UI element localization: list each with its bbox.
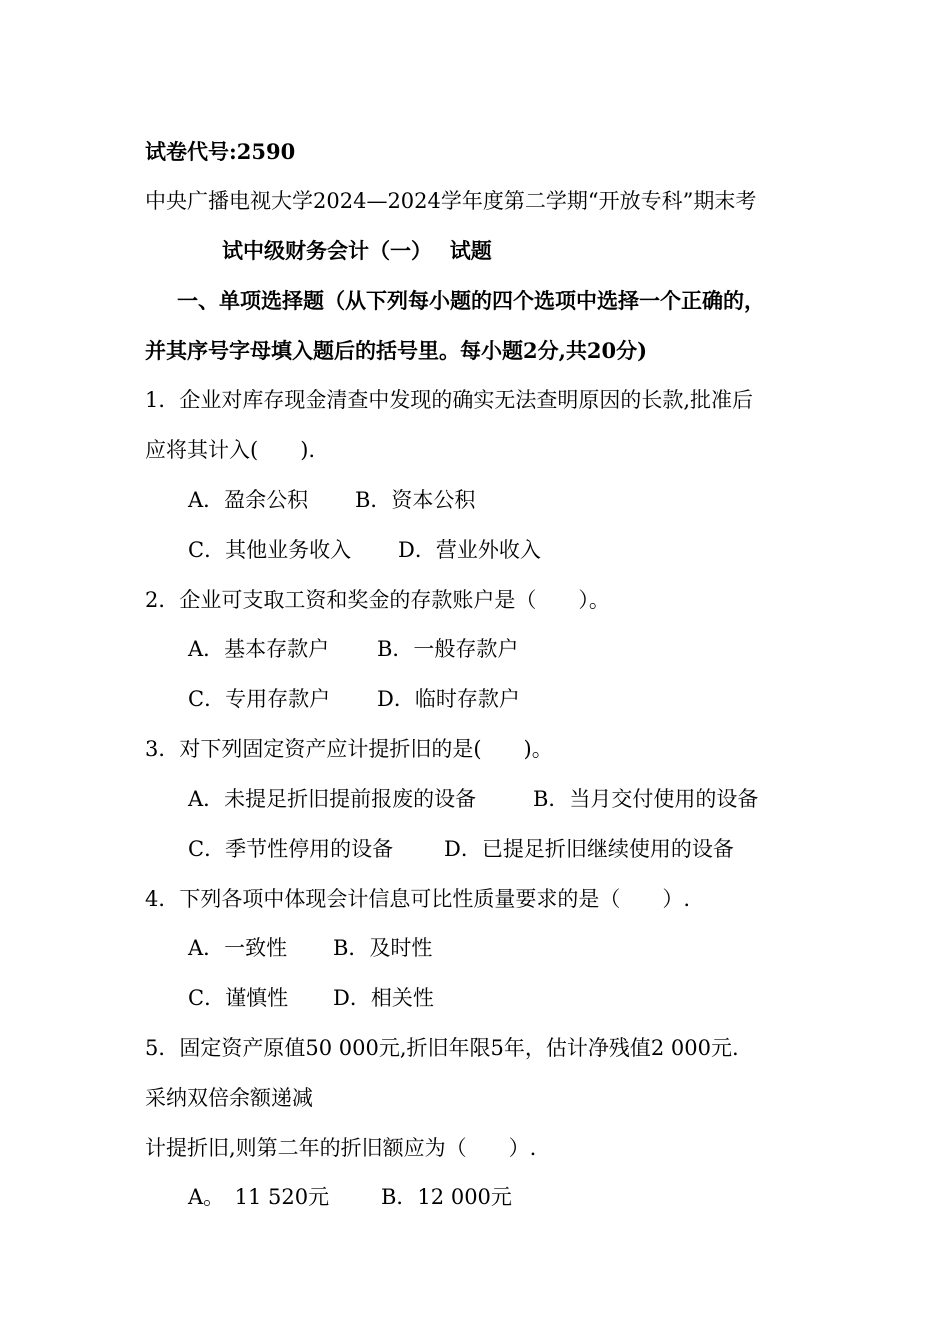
- exam-code: 试卷代号:2590: [145, 139, 296, 164]
- question-3-option-d: D．已提足折旧继续使用的设备: [444, 837, 734, 861]
- question-1-option-c: C．其他业务收入: [188, 538, 352, 562]
- question-4-option-a: A．一致性: [188, 936, 288, 960]
- question-1-line2: 应将其计入( ).: [145, 438, 316, 462]
- question-2-option-d: D．临时存款户: [377, 687, 520, 711]
- question-1-option-a: A．盈余公积: [188, 488, 309, 512]
- question-3-option-a: A．未提足折旧提前报废的设备: [188, 787, 477, 811]
- question-4-option-d: D．相关性: [333, 986, 434, 1010]
- question-5-line3: 计提折旧,则第二年的折旧额应为（ ）.: [145, 1136, 537, 1160]
- question-3-line1: 3．对下列固定资产应计提折旧的是( )。: [145, 737, 553, 761]
- question-2-option-b: B．一般存款户: [377, 637, 519, 661]
- question-5-line2: 采纳双倍余额递减: [145, 1086, 313, 1110]
- question-5-option-b: B．12 000元: [381, 1185, 512, 1209]
- question-1-option-b: B．资本公积: [355, 488, 476, 512]
- question-3-option-b: B．当月交付使用的设备: [533, 787, 759, 811]
- exam-title-line1: 中央广播电视大学2024—2024学年度第二学期“开放专科”期末考: [145, 189, 757, 213]
- question-1-option-d: D．营业外收入: [398, 538, 541, 562]
- question-3-option-c: C．季节性停用的设备: [188, 837, 394, 861]
- question-4-line1: 4．下列各项中体现会计信息可比性质量要求的是（ ）.: [145, 887, 691, 911]
- section-instruction-line2: 并其序号字母填入题后的括号里。每小题2分,共20分): [145, 338, 648, 363]
- question-2-line1: 2．企业可支取工资和奖金的存款账户是（ ）。: [145, 588, 610, 612]
- section-instruction-line1: 一、单项选择题（从下列每小题的四个选项中选择一个正确的，: [177, 288, 765, 313]
- question-1-line1: 1．企业对库存现金清查中发现的确实无法查明原因的长款,批准后: [145, 388, 754, 412]
- question-2-option-c: C．专用存款户: [188, 687, 331, 711]
- question-4-option-c: C．谨慎性: [188, 986, 289, 1010]
- question-4-option-b: B．及时性: [333, 936, 433, 960]
- exam-title-line2: 试中级财务会计（一） 试题: [222, 238, 492, 263]
- question-2-option-a: A．基本存款户: [188, 637, 330, 661]
- question-5-line1: 5．固定资产原值50 000元,折旧年限5年，估计净残值2 000元.: [145, 1036, 739, 1060]
- question-5-option-a: A。 11 520元: [188, 1185, 330, 1209]
